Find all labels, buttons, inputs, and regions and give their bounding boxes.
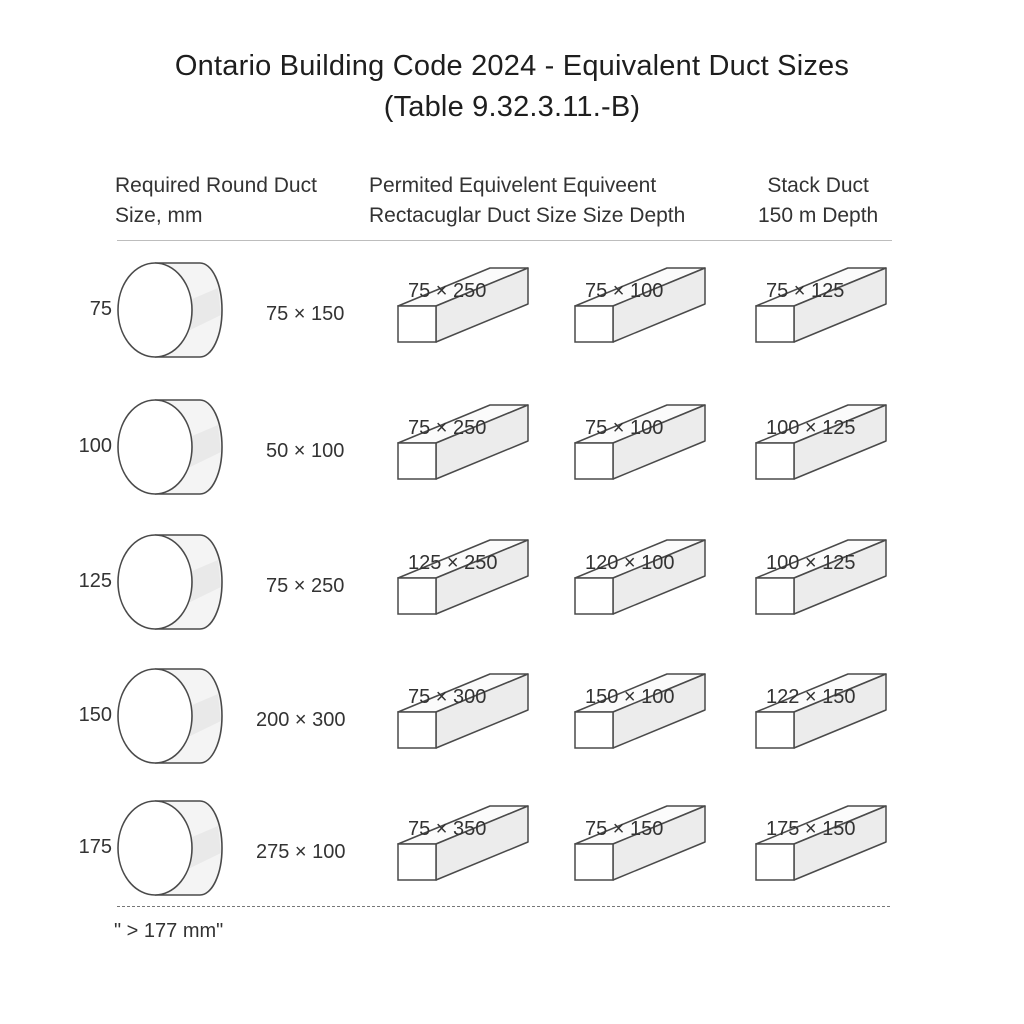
rect-duct-size-label: 75 × 125 [766,280,845,302]
round-duct-size: 150 [78,704,112,726]
rect-duct-box [575,540,705,614]
round-duct-icon [118,263,222,357]
round-duct-size: 125 [78,570,112,592]
round-duct-icon [118,801,222,895]
equivalent-duct-size: 50 × 100 [266,440,345,462]
rect-duct-box [756,674,886,748]
header-rect-duct-line2: Rectacuglar Duct Size Size Depth [369,204,686,227]
rect-duct-size-label: 122 × 150 [766,686,856,708]
footer-divider [117,906,890,907]
rect-duct-size-label: 125 × 250 [408,552,498,574]
round-duct-size: 100 [78,435,112,457]
header-round-duct-line2: Size, mm [115,204,203,227]
rect-duct-size-label: 75 × 350 [408,818,487,840]
rect-duct-size-label: 175 × 150 [766,818,856,840]
rect-duct-box [398,806,528,880]
rect-duct-box [398,268,528,342]
rect-duct-box [575,405,705,479]
rect-duct-box [398,540,528,614]
rect-duct-box [575,268,705,342]
header-stack-duct-line1: Stack Duct [767,174,869,197]
round-duct-icon [118,535,222,629]
equivalent-duct-size: 75 × 150 [266,303,345,325]
page-title: Ontario Building Code 2024 - Equivalent Duct Sizes [174,50,850,82]
rect-duct-box [575,806,705,880]
rect-duct-box [756,540,886,614]
round-duct-size: 175 [78,836,112,858]
equivalent-duct-size: 75 × 250 [266,575,345,597]
equivalent-duct-size: 275 × 100 [256,841,346,863]
rect-duct-size-label: 100 × 125 [766,417,856,439]
header-round-duct-line1: Required Round Duct [115,174,317,197]
equivalent-duct-size: 200 × 300 [256,709,346,731]
rect-duct-size-label: 75 × 100 [585,280,664,302]
rect-duct-size-label: 120 × 100 [585,552,675,574]
round-duct-size: 75 [89,298,112,320]
rect-duct-size-label: 75 × 250 [408,280,487,302]
round-duct-icon [118,669,222,763]
rect-duct-size-label: 75 × 150 [585,818,664,840]
rect-duct-box [756,268,886,342]
rect-duct-box [575,674,705,748]
rect-duct-size-label: 75 × 100 [585,417,664,439]
rect-duct-box [398,674,528,748]
rect-duct-size-label: 150 × 100 [585,686,675,708]
rect-duct-size-label: 75 × 250 [408,417,487,439]
table-reference: (Table 9.32.3.11.-B) [383,91,641,123]
rect-duct-size-label: 100 × 125 [766,552,856,574]
rect-duct-box [756,405,886,479]
round-duct-icon [118,400,222,494]
footnote: " > 177 mm" [114,920,224,942]
rect-duct-size-label: 75 × 300 [408,686,487,708]
header-stack-duct-line2: 150 m Depth [758,204,879,227]
rect-duct-box [398,405,528,479]
rect-duct-box [756,806,886,880]
header-rect-duct-line1: Permited Equivelent Equiveent [369,174,657,197]
